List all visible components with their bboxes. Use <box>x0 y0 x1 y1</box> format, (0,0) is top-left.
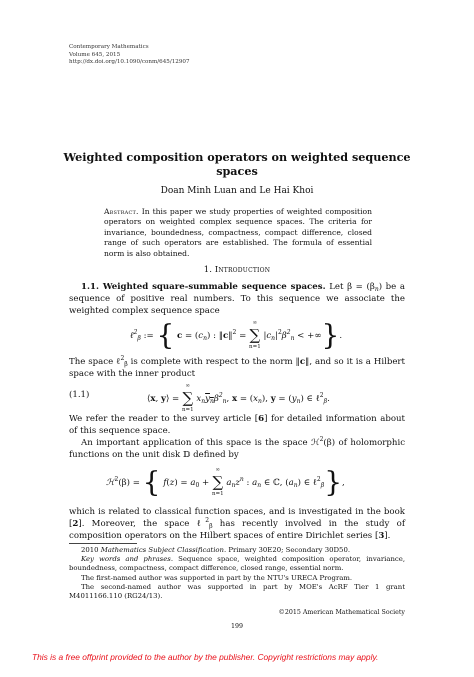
subsection-label: 1.1. Weighted square-summable sequence spaces. <box>81 282 326 292</box>
footnote-msc: 2010 Mathematics Subject Classification. Primary 30E20; Secondary 30D50. <box>81 546 351 554</box>
title-line-2: spaces <box>216 164 258 178</box>
journal-name: Contemporary Mathematics <box>69 44 149 50</box>
paragraph-hilbert: The space ℓ$^2_\beta$ is complete with respect to the norm ‖c‖, and so it is a Hilbert space with the inner product <box>69 355 405 379</box>
abstract <box>104 207 372 259</box>
section-number: 1. <box>203 265 212 275</box>
footnote-rule <box>69 543 137 544</box>
paragraph-related: which is related to classical function spaces, and is investigated in the book [2]. Moreover, the space ℓ$^2_\beta$ has recently involved in the study of composition operators on the Hilbert spaces of entire Dirichlet series [3]. <box>69 507 405 541</box>
journal-volume: Volume 645, 2015 <box>69 51 121 58</box>
citation-2[interactable]: 2 <box>72 519 79 529</box>
equation-h2-beta: ℋ$^2$(β) = { $f(z) = a_0$ + ∞ ∑ n=1 $a_nz^n$ : $a_n$ ∈ ℂ, $(a_n)$ ∈ ℓ$^2_\beta$}, <box>106 465 345 499</box>
equation-l2-beta: ℓ$^2_\beta$ := { $c = (c_n)$ : ‖c‖$^2$ = ∞ ∑ n=1 $|c_n|^2\beta^2_n$ < +∞}. <box>130 318 343 352</box>
citation-6[interactable]: 6 <box>258 414 265 424</box>
subsection-paragraph <box>69 281 405 317</box>
equation-inner-product: ⟨x, y⟩ = ∞ ∑ n=1 $x_ny_n\beta^2_n$, $x = (x_n)$, $y = (y_n)$ ∈ ℓ$^2_\beta$. <box>147 383 330 413</box>
footnote-second-author: The second-named author was supported in part by MOE's AcRF Tier 1 grant M4011166.110 (RG24/13). <box>69 582 405 601</box>
abstract-label: Abstract. <box>104 207 139 216</box>
equation-label-1-1: (1.1) <box>69 390 90 400</box>
copyright: ©2015 American Mathematical Society <box>278 609 405 616</box>
section-title: Introduction <box>214 265 271 275</box>
subsection-text: Let $\beta = (\beta_n)$ be a sequence of positive real numbers. To this sequence we associate the weighted complex sequence space <box>69 282 406 316</box>
footnote-first-author: The first-named author was supported in part by the NTU's URECA Program. <box>81 573 353 582</box>
paragraph-application: An important application of this space is the space ℋ$^2$(β) of holomorphic functions on the unit disk 𝔻 defined by <box>69 436 406 460</box>
citation-3[interactable]: 3 <box>378 531 385 541</box>
footnotes <box>69 546 405 601</box>
paper-title <box>60 150 414 178</box>
page-number: 199 <box>230 623 244 630</box>
offprint-disclaimer: This is a free offprint provided to the author by the publisher. Copyright restrictions may apply. <box>32 652 379 662</box>
title-line-1: Weighted composition operators on weighted sequence <box>63 150 411 164</box>
journal-header <box>69 44 190 67</box>
footnote-keywords: Key words and phrases. Sequence space, weighted composition operator, invariance, boundedness, compactness, compact difference, closed range, essential norm. <box>69 555 406 573</box>
doi-link[interactable]: http://dx.doi.org/10.1090/conm/645/12907 <box>69 59 190 66</box>
abstract-text: In this paper we study properties of weighted composition operators on weighted complex sequence spaces. The criteria for invariance, boundedness, compactness, compact difference, closed range of such operators are established. The formula of essential norm is also obtained. <box>104 207 372 258</box>
authors: Doan Minh Luan and Le Hai Khoi <box>160 186 314 196</box>
section-heading <box>60 265 414 275</box>
paragraph-survey: We refer the reader to the survey article [6] for detailed information about of this sequence space. <box>69 414 405 436</box>
